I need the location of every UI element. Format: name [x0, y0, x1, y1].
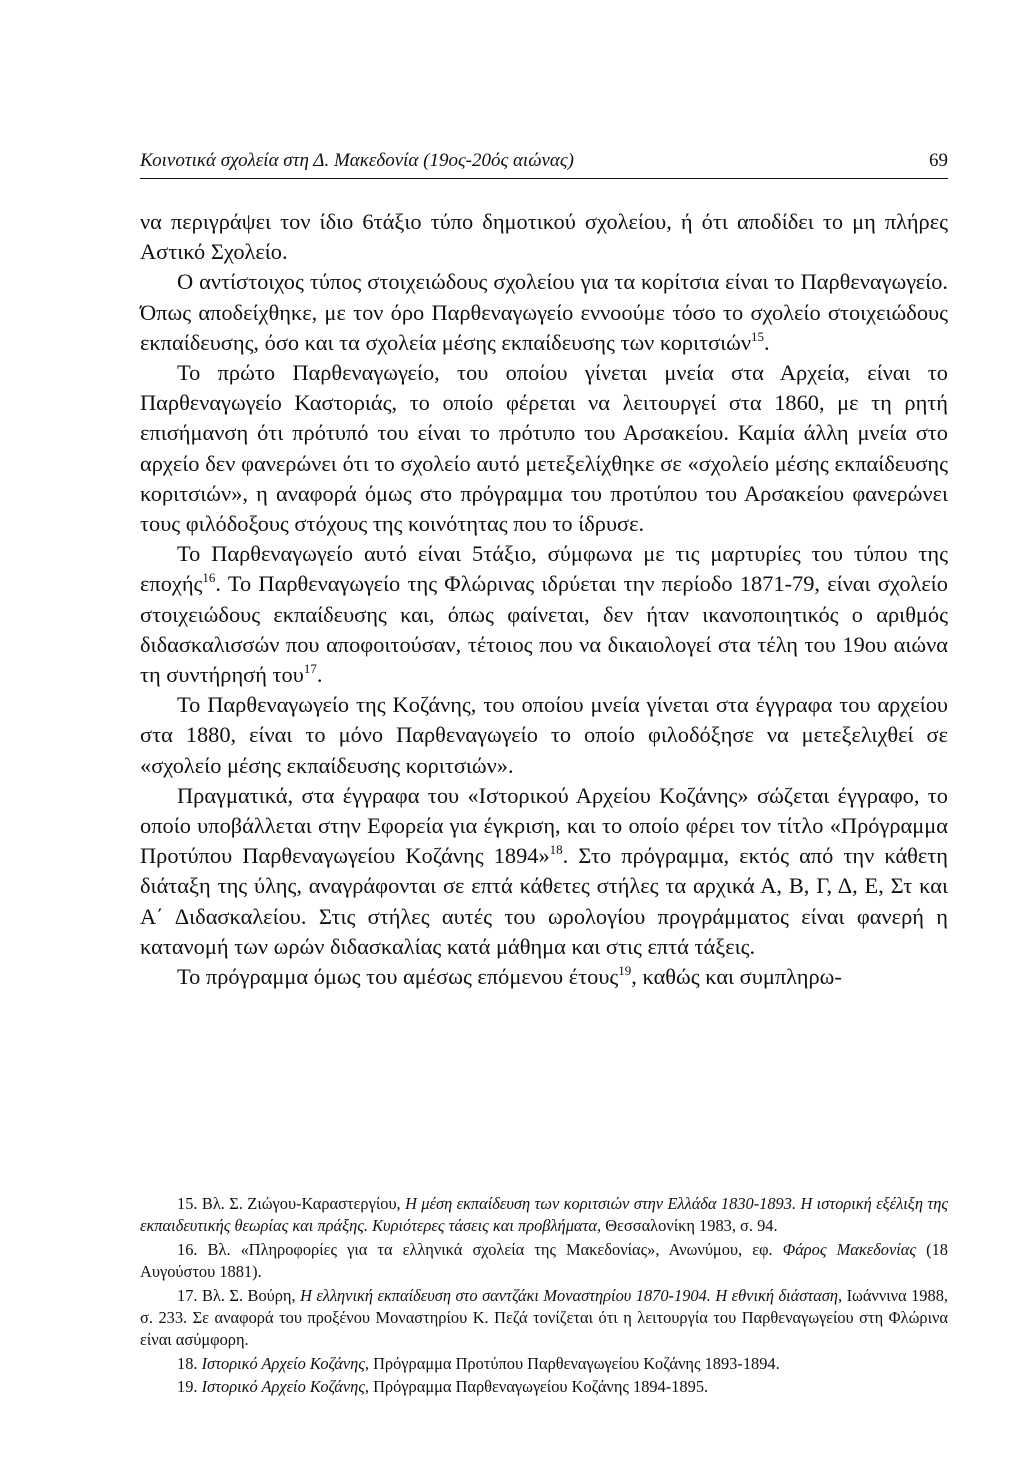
paragraph-3-text: Το πρώτο Παρθεναγωγείο, του οποίου γίνεται μνεία στα Αρχεία, είναι το Παρθεναγωγείο Καστοριάς, το οποίο φέρεται να λειτουργεί στα 1860, με τη ρητή επισήμανση ότι πρότυπό του είναι το πρότυπο του Αρσακείου. Καμία άλλη μνεία στο αρχείο δεν φανερώνει ότι το σχολείο αυτό μετεξελίχθηκε σε «σχολείο μέσης εκπαίδευσης κοριτσιών», η αναφορά όμως στο πρόγραμμα του προτύπου του Αρσακείου φανερώνει τους φιλόδοξους στόχους της κοινότητας που το ίδρυσε.: [140, 360, 948, 537]
footnote-15-title: Η μέση εκπαίδευση των κοριτσιών στην Ελλάδα 1830-1893. Η ιστορική εξέλιξη της εκπαιδευτικής θεωρίας και πράξης. Κυριότερες τάσεις και προβλήματα,: [140, 1194, 948, 1236]
footnote-17-text-b: Ιωάννινα 1988, σ. 233. Σε αναφορά του προξένου Μοναστηρίου Κ. Πεζά τονίζεται ότι η λειτουργία του Παρθεναγωγείου στη Φλώρινα είναι ασύμφορη.: [140, 1285, 948, 1350]
footnote-ref-16: 16: [202, 570, 216, 586]
paragraph-2: [140, 267, 948, 358]
footnotes: [140, 1193, 948, 1400]
footnote-19-text-a: 19.: [177, 1377, 202, 1397]
footnote-16: [140, 1239, 948, 1284]
running-header: [140, 150, 948, 179]
paragraph-7-text-a: Το πρόγραμμα όμως του αμέσως επόμενου έτους: [177, 964, 619, 990]
footnote-15-text-b: Θεσσαλονίκη 1983, σ. 94.: [601, 1216, 778, 1236]
footnote-16-text-a: 16. Βλ. «Πληροφορίες για τα ελληνικά σχολεία της Μακεδονίας», Ανωνύμου, εφ.: [177, 1239, 783, 1259]
footnote-19-text-b: Πρόγραμμα Παρθεναγωγείου Κοζάνης 1894-1895.: [369, 1377, 709, 1397]
footnote-18-text-b: Πρόγραμμα Προτύπου Παρθεναγωγείου Κοζάνης 1893-1894.: [369, 1353, 780, 1373]
footnote-15: [140, 1193, 948, 1238]
paragraph-4-text-b: . Το Παρθεναγωγείο της Φλώρινας ιδρύεται την περίοδο 1871-79, είναι σχολείο στοιχειώδους εκπαίδευσης και, όπως φαίνεται, δεν ήταν ικανοποιητικός ο αριθμός διδασκαλισσών που αποφοιτούσαν, τέτοιος που να δικαιολογεί στα τέλη του 19ου αιώνα τη συντήρησή του: [140, 571, 948, 688]
footnote-18: [140, 1353, 948, 1375]
footnote-19: [140, 1376, 948, 1398]
footnote-ref-17: 17: [303, 661, 317, 677]
paragraph-2-text: Ο αντίστοιχος τύπος στοιχειώδους σχολείου για τα κορίτσια είναι το Παρθεναγωγείο. Όπως αποδείχθηκε, με τον όρο Παρθεναγωγείο εννοούμε τόσο το σχολείο στοιχειώδους εκπαίδευσης, όσο και τα σχολεία μέσης εκπαίδευσης των κοριτσιών: [140, 269, 948, 355]
footnote-16-text-b: (18 Αυγούστου 1881).: [140, 1239, 948, 1282]
main-text: [140, 207, 948, 992]
footnote-15-text-a: 15. Βλ. Σ. Ζιώγου-Καραστεργίου,: [177, 1194, 406, 1213]
paragraph-6: [140, 781, 948, 962]
paragraph-4-text-a: Το Παρθεναγωγείο αυτό είναι 5τάξιο, σύμφωνα με τις μαρτυρίες του τύπου της εποχής: [140, 541, 948, 597]
page-number: 69: [929, 150, 948, 171]
footnote-ref-15: 15: [751, 328, 765, 344]
footnote-17-title: Η ελληνική εκπαίδευση στο σαντζάκι Μοναστηρίου 1870-1904. Η εθνική διάσταση,: [300, 1285, 843, 1305]
footnote-17: [140, 1285, 948, 1352]
footnote-19-title: Ιστορικό Αρχείο Κοζάνης,: [201, 1377, 369, 1397]
paragraph-5-text: Το Παρθεναγωγείο της Κοζάνης, του οποίου μνεία γίνεται στα έγγραφα του αρχείου στα 1880, είναι το μόνο Παρθεναγωγείο το οποίο φιλοδόξησε να μετεξελιχθεί σε «σχολείο μέσης εκπαίδευσης κοριτσιών».: [140, 692, 948, 778]
paragraph-7-text-b: , καθώς και συμπληρω-: [631, 964, 842, 990]
running-title: Κοινοτικά σχολεία στη Δ. Μακεδονία (19ος-20ός αιώνας): [140, 150, 574, 171]
footnote-ref-18: 18: [549, 842, 563, 858]
footnote-18-title: Ιστορικό Αρχείο Κοζάνης,: [201, 1353, 369, 1373]
footnote-17-text-a: 17. Βλ. Σ. Βούρη,: [177, 1285, 301, 1305]
paragraph-3: [140, 358, 948, 539]
footnote-18-text-a: 18.: [177, 1353, 202, 1373]
paragraph-1-text: να περιγράψει τον ίδιο 6τάξιο τύπο δημοτικού σχολείου, ή ότι αποδίδει το μη πλήρες Αστικό Σχολείο.: [140, 209, 948, 265]
paragraph-4: [140, 539, 948, 690]
paragraph-6-text-a: Πραγματικά, στα έγγραφα του «Ιστορικού Αρχείου Κοζάνης» σώζεται έγγραφο, το οποίο υποβάλλεται στην Εφορεία για έγκριση, και το οποίο φέρει τον τίτλο «Πρόγραμμα Προτύπου Παρθεναγωγείου Κοζάνης 1894»: [140, 782, 948, 869]
footnote-16-title: Φάρος Μακεδονίας: [782, 1239, 917, 1259]
paragraph-5: [140, 690, 948, 781]
paragraph-1: [140, 207, 948, 267]
paragraph-6-text-b: . Στο πρόγραμμα, εκτός από την κάθετη διάταξη της ύλης, αναγράφονται σε επτά κάθετες στήλες τα αρχικά Α, Β, Γ, Δ, Ε, Στ και Α΄ Διδασκαλείου. Στις στήλες αυτές του ωρολογίου προγράμματος είναι φανερή η κατανομή των ωρών διδασκαλίας κατά μάθημα και στις επτά τάξεις.: [140, 843, 948, 959]
footnote-ref-19: 19: [618, 963, 632, 979]
paragraph-7: [140, 962, 948, 992]
paragraph-2-end: .: [764, 329, 770, 355]
paragraph-4-end: .: [316, 662, 323, 688]
